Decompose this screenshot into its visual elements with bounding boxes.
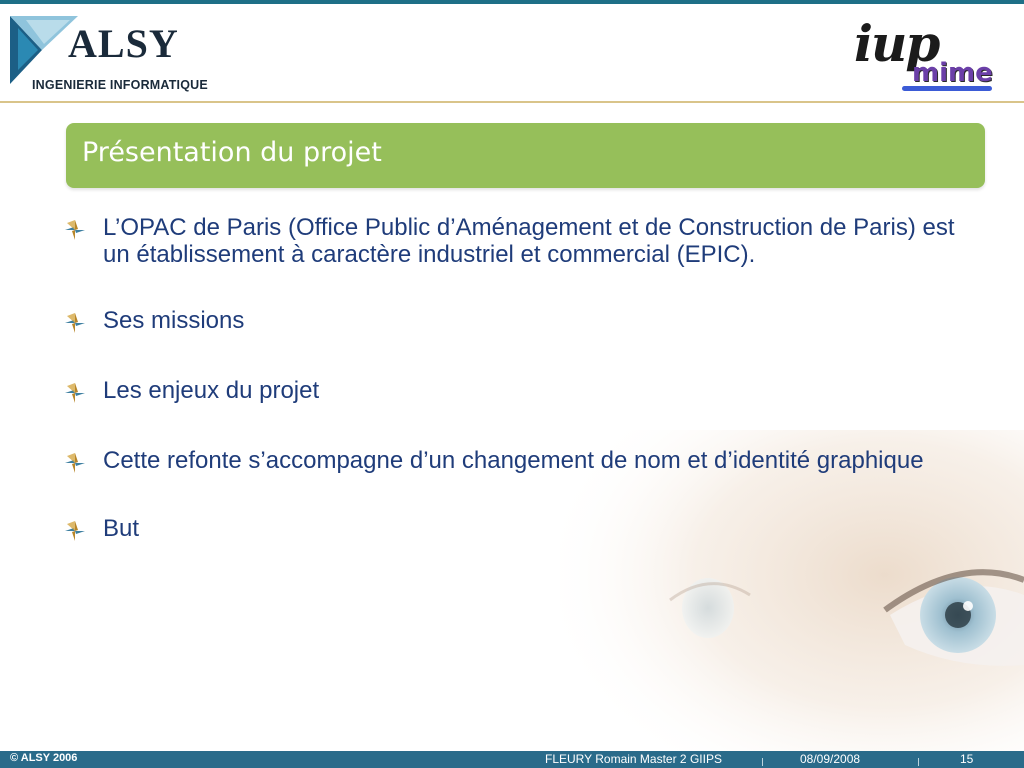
footer-copyright: © ALSY 2006 <box>10 752 78 764</box>
slide-footer <box>0 751 1024 768</box>
pinwheel-bullet-icon <box>64 452 86 474</box>
footer-author: FLEURY Romain Master 2 GIIPS <box>545 752 722 766</box>
slide-title: Présentation du projet <box>82 137 382 168</box>
alsy-tagline: INGENIERIE INFORMATIQUE <box>32 78 208 92</box>
bullet-text: Cette refonte s’accompagne d’un changement de nom et d’identité graphique <box>103 447 924 474</box>
bullet-item <box>64 307 964 334</box>
bullet-item <box>64 214 964 268</box>
bullet-item <box>64 515 964 542</box>
alsy-brand-name: ALSY <box>68 21 179 66</box>
pinwheel-bullet-icon <box>64 520 86 542</box>
footer-date: 08/09/2008 <box>800 752 861 766</box>
bullet-text: Ses missions <box>103 307 245 334</box>
bullet-list <box>64 214 964 542</box>
slide-header <box>0 4 1024 102</box>
pinwheel-bullet-icon <box>64 219 86 241</box>
footer-page-number: 15 <box>960 752 974 766</box>
pinwheel-bullet-icon <box>64 312 86 334</box>
bullet-text: L’OPAC de Paris (Office Public d’Aménagement et de Construction de Paris) est un établissement à caractère industriel et commercial (EPIC). <box>103 214 955 268</box>
mime-logo-text: mime <box>912 58 993 88</box>
bullet-item <box>64 447 964 474</box>
alsy-logo <box>8 12 238 100</box>
header-divider <box>0 101 1024 103</box>
bullet-item <box>64 377 964 404</box>
pinwheel-bullet-icon <box>64 382 86 404</box>
bullet-text: Les enjeux du projet <box>103 377 320 404</box>
iup-logo-text: iup <box>854 14 939 73</box>
bullet-text: But <box>103 515 140 542</box>
iup-mime-logo <box>852 14 1002 98</box>
footer-separator <box>762 758 763 766</box>
slide-title-bar <box>66 123 985 188</box>
footer-separator <box>918 758 919 766</box>
